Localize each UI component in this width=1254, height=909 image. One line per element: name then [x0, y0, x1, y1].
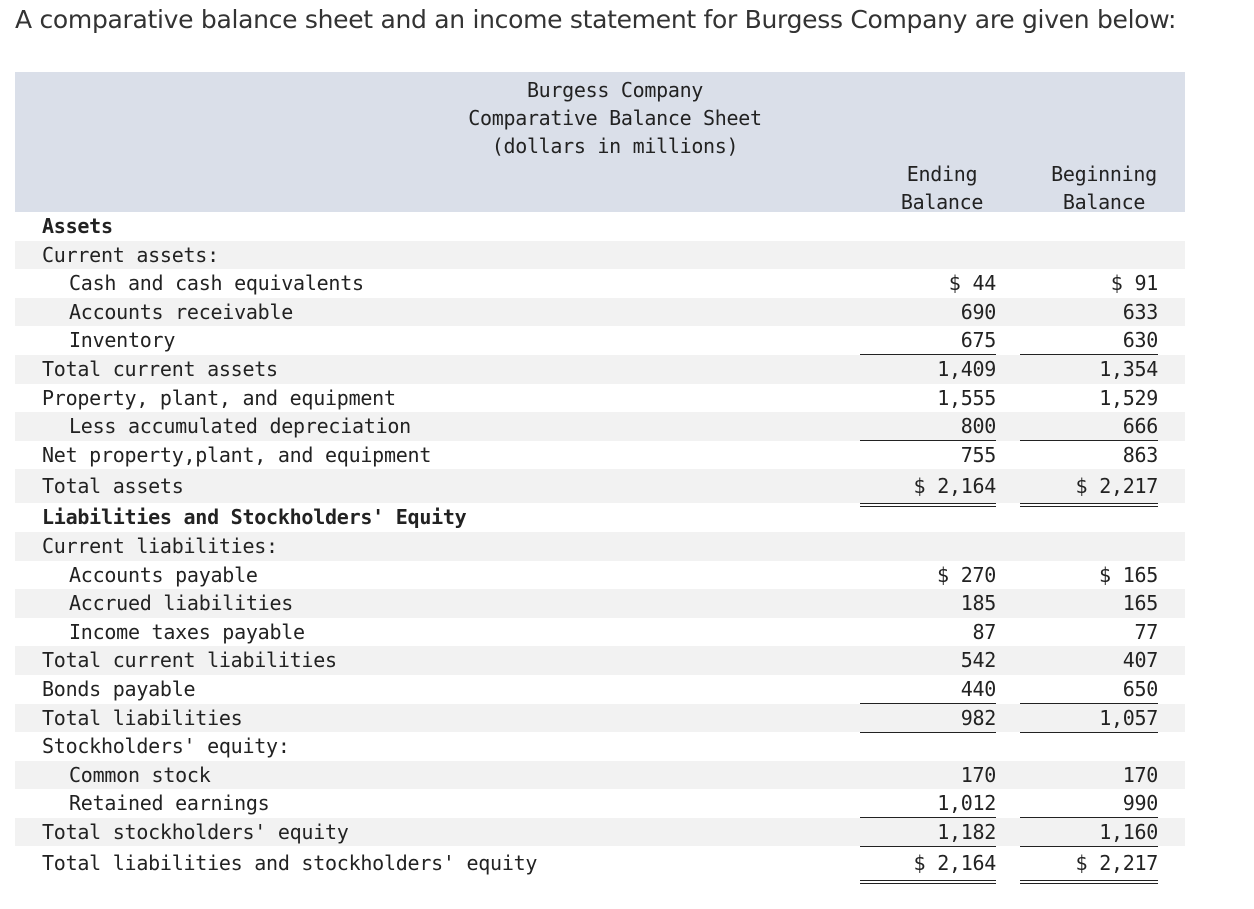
beginning-balance-cell: 650 [1020, 675, 1158, 704]
beginning-balance-cell: 407 [1122, 648, 1158, 673]
ending-balance-cell: 1,012 [860, 789, 996, 818]
beginning-balance-cell: 1,529 [1099, 385, 1158, 410]
table-row [15, 355, 1185, 384]
table-row [15, 532, 1185, 561]
beginning-balance-cell [1020, 846, 1158, 884]
ending-balance-cell [860, 269, 996, 297]
ending-balance-cell [860, 469, 996, 507]
row-label: Total current liabilities [42, 648, 337, 673]
beginning-balance-cell: 77 [1020, 618, 1158, 647]
ending-balance-cell: 440 [860, 675, 996, 704]
ending-balance-cell: 170 [960, 762, 996, 787]
table-header [15, 72, 1185, 212]
table-row [15, 675, 1185, 704]
row-label: Stockholders' equity: [42, 734, 290, 759]
table-row [15, 441, 1185, 470]
amount: 2,164 [937, 851, 996, 876]
table-row [15, 503, 1185, 532]
row-label: Net property,plant, and equipment [42, 442, 432, 467]
table-row [15, 212, 1185, 241]
row-label: Total stockholders' equity [42, 819, 349, 844]
amount: 2,217 [1099, 851, 1158, 876]
table-row [15, 269, 1185, 298]
beginning-balance-cell: 1,057 [1020, 704, 1158, 733]
table-row [15, 846, 1185, 880]
table-row [15, 561, 1185, 590]
dollar-sign: $ [937, 562, 949, 587]
row-label: Assets [42, 214, 113, 238]
dollar-sign: $ [1110, 271, 1123, 296]
ending-balance-cell: 542 [960, 648, 996, 673]
amount: 44 [972, 271, 996, 296]
row-label: Less accumulated depreciation [69, 414, 411, 439]
row-label: Accrued liabilities [69, 591, 294, 616]
dollar-sign: $ [1075, 474, 1088, 499]
ending-balance-cell: 982 [860, 704, 996, 733]
row-label: Retained earnings [69, 791, 270, 816]
beginning-balance-cell: 990 [1020, 789, 1158, 818]
row-label: Cash and cash equivalents [69, 271, 364, 296]
ending-balance-cell: 755 [860, 441, 996, 470]
row-label: Liabilities and Stockholders' Equity [42, 505, 467, 530]
beginning-balance-cell [1020, 269, 1158, 297]
row-label: Common stock [69, 762, 211, 787]
dollar-sign: $ [1099, 562, 1111, 587]
table-title-block [15, 76, 1215, 160]
table-row [15, 384, 1185, 413]
row-label: Income taxes payable [69, 619, 305, 644]
ending-balance-cell: 800 [860, 412, 996, 441]
column-header-beginning: Beginning Balance [1051, 162, 1157, 214]
statement-title: Comparative Balance Sheet [468, 106, 762, 130]
column-header-ending: Ending Balance [900, 162, 984, 214]
dollar-sign: $ [948, 271, 961, 296]
beginning-balance-cell: 1,160 [1020, 818, 1158, 847]
balance-sheet-table [15, 72, 1185, 880]
ending-balance-cell: 185 [960, 591, 996, 616]
ending-balance-cell: 690 [960, 299, 996, 324]
row-label: Total current assets [42, 356, 278, 381]
beginning-balance-cell: 863 [1020, 441, 1158, 470]
beginning-balance-cell [1020, 561, 1158, 589]
ending-balance-cell [860, 846, 996, 884]
amount: 2,164 [937, 474, 996, 499]
row-label: Accounts payable [69, 562, 258, 587]
company-name: Burgess Company [526, 78, 704, 102]
row-label: Current liabilities: [42, 533, 278, 558]
intro-text: A comparative balance sheet and an income statement for Burgess Company are given below: [15, 5, 1177, 34]
row-label: Current assets: [42, 242, 219, 267]
ending-balance-cell [860, 561, 996, 589]
row-label: Total liabilities and stockholders' equity [42, 851, 538, 876]
table-row [15, 241, 1185, 270]
amount: 2,217 [1099, 474, 1158, 499]
beginning-balance-cell: 633 [1122, 299, 1158, 324]
amount: 270 [960, 562, 996, 587]
row-label: Total assets [42, 474, 184, 499]
beginning-balance-cell: 170 [1122, 762, 1158, 787]
beginning-balance-cell: 1,354 [1099, 356, 1158, 381]
table-row [15, 761, 1185, 790]
table-row [15, 789, 1185, 818]
table-row [15, 469, 1185, 503]
row-label: Bonds payable [42, 676, 196, 701]
ending-balance-cell: 675 [860, 326, 996, 355]
table-row [15, 646, 1185, 675]
table-row [15, 618, 1185, 647]
table-row [15, 818, 1185, 847]
amount: 91 [1134, 271, 1158, 296]
row-label: Property, plant, and equipment [42, 385, 396, 410]
units-note: (dollars in millions) [491, 134, 739, 158]
dollar-sign: $ [913, 851, 926, 876]
row-label: Total liabilities [42, 705, 243, 730]
table-row [15, 732, 1185, 761]
amount: 165 [1122, 562, 1158, 587]
table-row [15, 589, 1185, 618]
ending-balance-cell: 1,409 [937, 356, 996, 381]
ending-balance-cell: 87 [860, 618, 996, 647]
beginning-balance-cell: 165 [1122, 591, 1158, 616]
table-body [15, 212, 1185, 880]
ending-balance-cell: 1,555 [937, 385, 996, 410]
row-label: Accounts receivable [69, 299, 294, 324]
beginning-balance-cell: 666 [1020, 412, 1158, 441]
row-label: Inventory [69, 328, 176, 353]
beginning-balance-cell [1020, 469, 1158, 507]
table-row [15, 704, 1185, 733]
beginning-balance-cell: 630 [1020, 326, 1158, 355]
table-row [15, 298, 1185, 327]
table-row [15, 412, 1185, 441]
table-row [15, 326, 1185, 355]
ending-balance-cell: 1,182 [860, 818, 996, 847]
dollar-sign: $ [913, 474, 926, 499]
dollar-sign: $ [1075, 851, 1088, 876]
